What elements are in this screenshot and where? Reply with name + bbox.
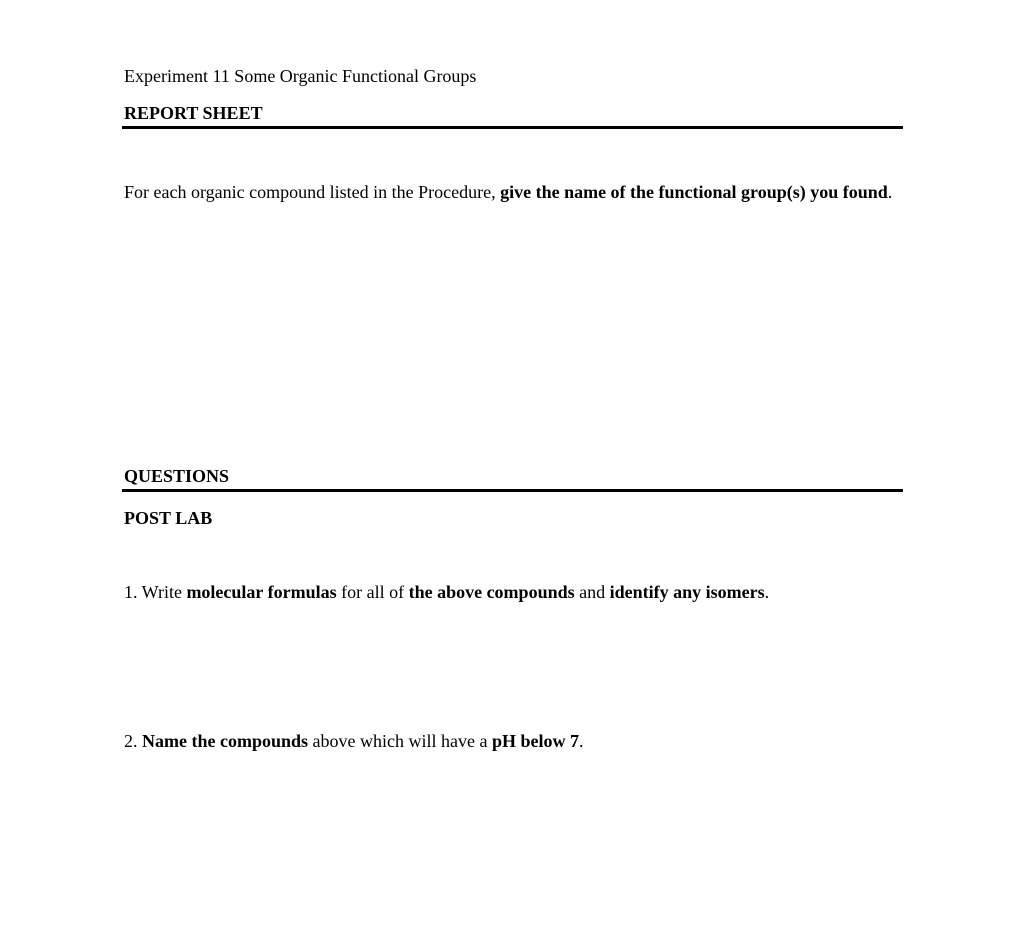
q1-text-2: and — [574, 582, 610, 602]
questions-heading: QUESTIONS — [124, 466, 230, 486]
report-sheet-heading: REPORT SHEET — [124, 103, 263, 123]
header-divider — [122, 126, 903, 129]
q2-bold-2: pH below 7 — [491, 731, 579, 751]
q1-bold-1: molecular formulas — [186, 582, 337, 602]
q1-bold-3: identify any isomers — [609, 582, 765, 602]
question-2 — [124, 729, 583, 753]
instructions-emphasis: give the name of the functional group(s) you found — [500, 182, 888, 202]
document-title: Experiment 11 Some Organic Functional Groups — [124, 66, 477, 86]
q2-prefix: 2. — [124, 731, 142, 751]
q1-text-3: . — [764, 582, 770, 602]
question-1 — [124, 580, 769, 604]
instructions-text: For each organic compound listed in the Procedure, — [124, 182, 501, 202]
q2-text-2: . — [578, 731, 584, 751]
instructions-period: . — [887, 182, 893, 202]
questions-divider — [122, 489, 903, 492]
q2-text-1: above which will have a — [308, 731, 492, 751]
post-lab-heading: POST LAB — [124, 508, 213, 528]
q1-text-1: for all of — [336, 582, 409, 602]
q2-bold-1: Name the compounds — [142, 731, 309, 751]
q1-bold-2: the above compounds — [408, 582, 575, 602]
instructions-paragraph — [124, 180, 900, 204]
q1-prefix: 1. Write — [124, 582, 187, 602]
